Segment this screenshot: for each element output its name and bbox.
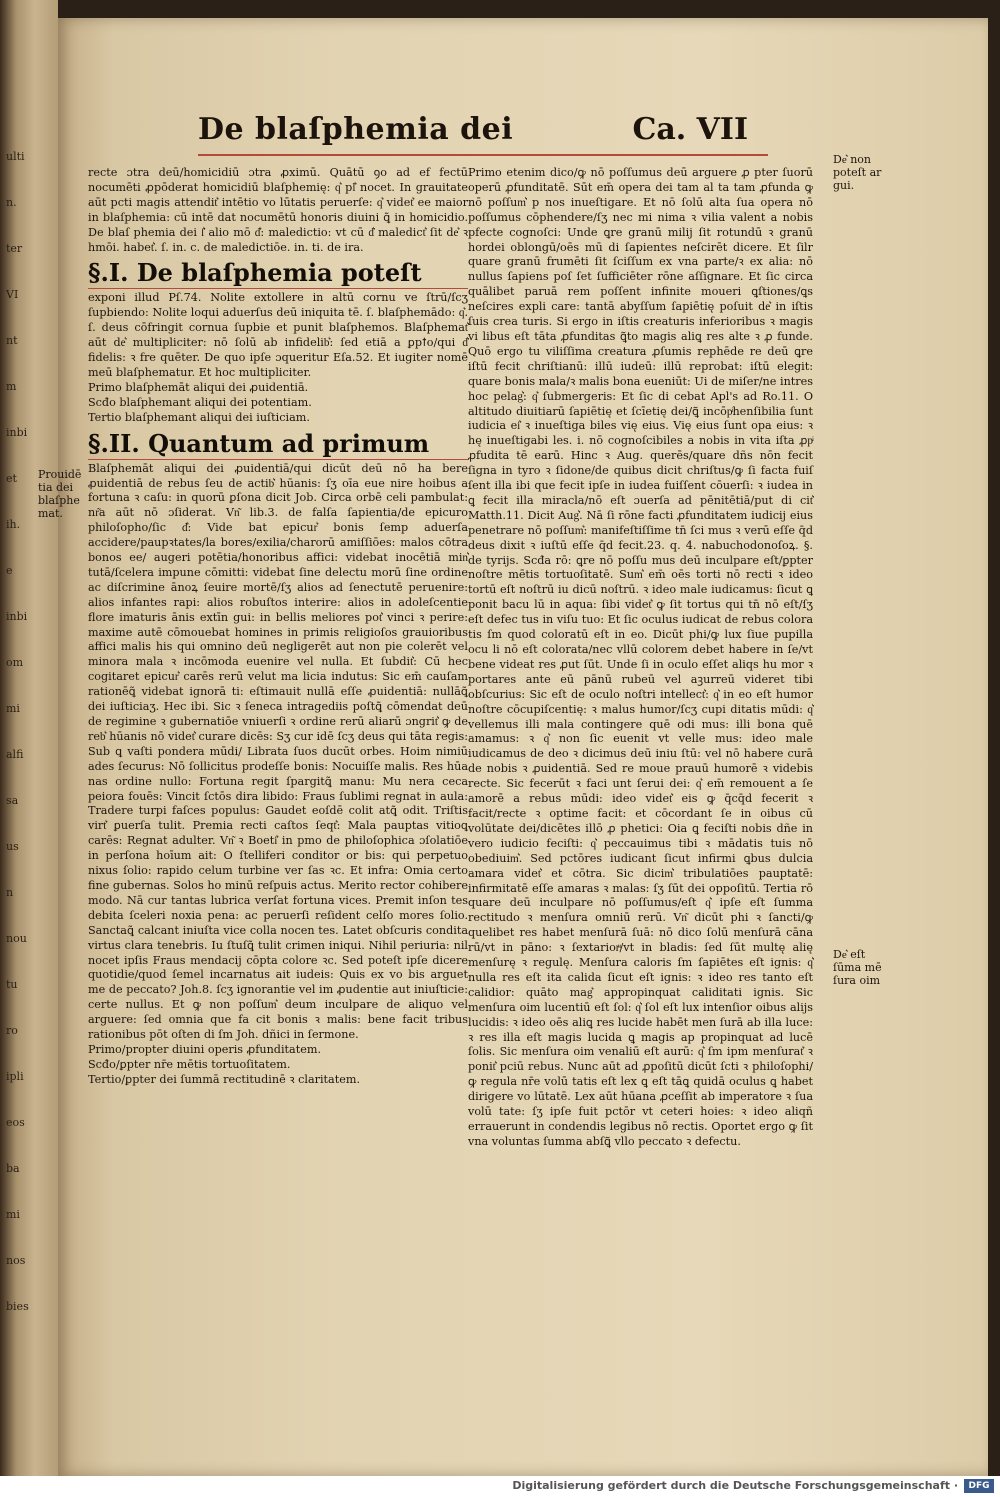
list-item: Tertio blaſphemant aliqui dei iuſticiam. — [88, 410, 310, 424]
edge-fragment: ro — [6, 1024, 18, 1037]
edge-fragment: sa — [6, 794, 19, 807]
edge-fragment: ulti — [6, 150, 25, 163]
running-title: De blaſphemia dei — [198, 112, 514, 147]
right-column-text: Primo etenim dico/ꝙ nō poſſumus deū arguere ꝓ pter ſuorū operū ꝓfunditatē. Sūt em̄ opera dei tam al ta tam ꝓfunda ꝙ nō poſſum͛ p nos inueſtigare. Et nō ſolū alta ſua opera nō poſſumus cōphendere/ſʒ nec mi nima ꝛ vilia valent a nobis pfecte cognoſci: Unde ꝗre granū milij ſit rotundū ꝛ granū hordei oblongū/oēs mū di ſapientes neſcirēt dicere. Et ſilr quare granū frumēti ſit ſciſſum ex vna parte/ꝛ ex alia: nō nullus ſapiens poſ ſet ſufficiēter rōne aſſignare. Et ſic circa quālibet paruā rem poſſent infinite moueri ꝗſtiones/ꝗs neſcires expli care: tantā abyſſum ſapiētię poſuit de͛ in iſtis ſuis crea turis. Si ergo in iſtis creaturis inferioribus ꝛ magis vi libus eſt tāta ꝓfunditas ꝗ͂to magis aliꝗ res alte ꝛ ꝓ funde. Quō ergo tu viliſſima creatura ꝓſumis rephēde re deū ꝗre iſtū fecit chriſtianū: illū iudeū: illū reprobat: iſtū elegit: quare bonis mala/ꝛ malis bona eueniūt: Ui de miſer/ne intres hoc pelag͛: q͛ ſubmergeris: Et ſic di cebat Apl's ad Ro.11. O altitudo diuitiarū ſapiētię et ſcīetię dei/ꝗ͂ incōpͥhenſibilia ſunt iudicia ei͛ ꝛ inueſtiga biles vię eius. Vię eius ſunt opa eius: ꝛ hę inueſtigabi les. i. nō cognoſcibiles a nobis in vita iſta ꝓpͥ ꝓfudita tē earū. Hinc ꝛ Aug. querēs/quare dñs nōn fecit ſigna in tyro ꝛ ſidone/de quibus dicit chriſtus/ꝙ ſi facta fuiſ ſent illa ibi que fecit ipſe in iudea fuiſſent cōuerſi: ꝛ iudea in ꝗ fecit illa miracla/nō eſt ɔuerſa ad pēnitētiā/put di cit͛ Matth.11. Dicit Aug͛. Nā ſi rōne facti ꝓfunditatem iudicij eius penetrare nō poſſum͛: manifeſtiſſime tn̄ ſci mus ꝛ verū eſſe q̄d deus dixit ꝛ iuſtū eſſe q̄d fecit.23. q. 4. nabuchodonoſoꝝ. §. de tyrijs. Scđa rō: ꝗre nō poſſu mus deū inculpare eſt/ꝑpter noſtre mētis tortuoſitatē. Sum͛ em̄ oēs torti nō recti ꝛ ideo tortū eſt noſtrū iu dicū noſtrū. ꝛ ideo male iudicamus: ſicut ꝗ ponit bacu lū in aqua: ſibi videt͛ ꝙ ſit tortus qui tn̄ nō eſt/ſʒ eſt defec tus in viſu tuo: Et ſic oculus iudicat de rebus colora tis ſm quod coloratū eſt in eo. Dicūt phi/ꝙ lux ſiue pupilla ocu li nō eſt colorata/nec vllū colorem debet habere in ſe/vt bene videat res ꝓut ſūt. Unde ſi in oculo eſſet aliqs hu mor ꝛ portares ante eū pānū rubeū vel aꝫurreū videret tibi obſcurius: Sic eſt de oculo noſtri intellect͛: q͛ in eo eſt humor noſtre cōcupiſcentię: ꝛ malus humor/ſcʒ cupi ditatis mūdi: q͛ vellemus illi mala contingere quē odi mus: illi bona quē amamus: ꝛ q͛ non ſic euenit vt velle mus: ideo male iudicamus de deo ꝛ dicimus deū iniu ſtū: vel nō habere curā de nobis ꝛ ꝓuidentiā. Sed re moue prauū humorē ꝛ videbis recte. Sic fecerūt ꝛ faci unt ſerui dei: q͛ em̄ remouent a ſe amorē a rebus mūdi: ideo videt͛ eis ꝙ q̄cq̄d fecerit ꝛ facit/recte ꝛ optime facit: et cōcordant ſe in oibus cū volūtate dei/dicētes illō ꝓ phetici: Oia ꝗ feciſti nobis dñe in vero iudicio feciſti: q͛ peccauimus tibi ꝛ mādatis tuis nō obediuim͛. Sed pctōres iudicant ſicut infirmi ꝗbus dulcia amara videt͛ et cōtra. Sic dicim͛ tribulatiōes pauptatē: infirmitatē eſſe amaras ꝛ malas: ſʒ ſūt dei oppoſitū. Tertia rō quare deū inculpare nō poſſumus/eſt q͛ ipſe eſt ſumma rectitudo ꝛ menſura omniū rerū. Vn͂ dicūt phi ꝛ ſancti/ꝙ quelibet res habet menſurā ſuā: nō dico ſolū menſurā cāna rū/vt in pāno: ꝛ ſextariorͧ/vt in bladis: ſed ſūt multę alię menſurę ꝛ regulę. Menſura caloris ſm ſapiētes eſt ignis: q͛ nulla res eſt ita calida ſicut eſt ignis: ꝛ ideo res tanto eſt calidior: quāto mag͛ appropinquat caliditati ignis. Sic menſura oim lucentiū eſt ſol: q͛ ſol eſt lux intenſior oibus alijs lucidis: ꝛ ideo oēs aliꝗ res lucide habēt men ſurā ab illa luce: ꝛ res illa eſt magis lucida ꝗ magis ap propinquat ad lucē ſolis. Sic menſura oim venaliū eſt aurū: q͛ ſm ipm menſurat͛ ꝛ ponit͛ pciū rebus. Nunc aūt ad ꝓpoſitū dicūt ſcti ꝛ philoſophi/ꝙ regula nr̄e volū tatis eſt lex ꝗ eſt tāꝗ quidā oculus ꝗ habet dirigere vo lūtatē. Lex aūt hūana ꝓceſſit ab imperatore ꝛ ſua volū tate: ſʒ ipſe fuit pctōr vt ceteri hoies: ꝛ ideo aliqñ errauerunt in condendis legibus nō rectis. Oportet ergo ꝙ ſit vna voluntas ſumma abſꝗ͂ vllo peccato ꝛ defectu. — [468, 166, 813, 1148]
page-header — [198, 112, 768, 156]
list-item: Scđo/ꝑpter nr̄e mētis tortuoſitatem. — [88, 1057, 291, 1071]
edge-fragment: ipli — [6, 1070, 24, 1083]
footer-credit: Digitalisierung gefördert durch die Deutsche Forschungsgemeinschaft · — [512, 1479, 958, 1492]
section-2-text: Blaſphemāt aliqui dei ꝓuidentiā/qui dicūt deū nō ha bere ꝓuidentiā de rebus ſeu de actib͛ hūanis: ſʒ oīa eue nire hoibus a fortuna ꝛ caſu: in quorū ꝑſona dicit Job. Circa orbē celi pambulat: nr͂a aūt nō ɔſiderat. Vn͂ lib.3. de falſa ſapientia/de epicuro philoſopho/ſic d͛: Vide bat epicur͛ bonis ſemp aduerſa accidere/paupꝛtates/la bores/exilia/charorū amiſſiōes: malos cōtra bonos ee/ augeri potētia/honoribus affici: videbat inocētiā min͛ tutā/ſcelera impune cōmitti: videbat ſine delectu morū ſine ordine ac diſcrimine ānoꝝ ſeuire mortē/ſʒ alios ad ſenectutē peruenire: alios infantes rapi: alios robuſtos interire: alios in adoleſcentie flore imaturis ānis extīn gui: in bellis meliores pot͛ vinci ꝛ perire: maxime autē cōmouebat homines in primis religioſos grauioribus affici malis his qui omnino deū negligerēt aut non pie colerēt vel minora mala ꝛ incōmoda euenire vel nulla. Et ſubdit͛: Cū hec cogitaret epicur͛ carēs rerū velut ma licia indutus: Sic em̄ cauſam rationēꝗ͂ videbat ignorā ti: eſtimauit nullā eſſe ꝓuidentiā: nullāꝗ͂ dei iuſticiaʒ. Hec ibi. Sic ꝛ ſeneca intragediis poſtꝗ͂ cōmendat deū de regimine ꝛ gubernatiōe vniuerſi ꝛ ordine rerū aliarū ɔngrit͛ ꝙ de reb͛ hūanis nō videt͛ curare dicēs: Sʒ cur idē ſcʒ deus qui tāta regis: Sub ꝗ vaſti pondera mūdi/ Librata ſuos ducūt orbes. Hoim nimiū ades ſecurus: Nō ſollicitus prodeſſe bonis: Nocuiſſe malis. Res hūa nas ordine nullo: Fortuna regit ſpargitꝗ͂ manu: Mu nera ceca peiora fouēs: Vincit ſctōs dira libido: Fraus ſublimi regnat in aula: Tradere turpi faſces populus: Gaudet eoſdē colit atꝗ͂ odit. Triſtis virt͛ ꝑuerſa tulit. Premia recti caſtos ſeqt͛: Mala pauptas vitioꝗ carēs: Regnat adulter. Vn͂ ꝛ Boeti͛ in pmo de philoſophica ɔſolatiōe in perſona hoīum ait: O ſtelliferi conditor or bis: qui perpetuo nixus ſolio: rapido celum turbine ver ſas ꝛc. Et infra: Omia certo fine gubernas. Solos ho minū reſpuis actus. Merito rector cohibere modo. Nā cur tantas lubrica verſat fortuna vices. Premit inſon tes debita ſceleri noxia pena: ac peruerſi reſident celſo mores ſolio. Sanctaꝗ͂ calcant iniuſta vice colla nocen tes. Latet obſcuris condita virtus clara tenebris. Iu ſtuſꝗ͂ tulit crimen iniqui. Nihil periuria: nil nocet ipſis Fraus mendacij cōpta colore ꝛc. Sed poteſt ipſe dicere quotidie/quod ſemel incarnatus ait iudeis: Quis ex vo bis arguet me de peccato? Joh.8. ſcʒ ignorantie vel im ꝓudentie aut iniuſticie: certe nullus. Et ꝙ non poſſum͛ deum inculpare de aliquo vel arguere: ſed omnia que fa cit bonis ꝛ malis: bene facit tribus rationibus pōt oſten di ſm Joh. dñici in ſermone. — [88, 461, 468, 1042]
edge-fragment: n. — [6, 196, 17, 209]
list-item: Tertio/ꝑpter dei ſummā rectitudinē ꝛ claritatem. — [88, 1072, 361, 1086]
right-column — [468, 166, 813, 1150]
section-1-text: exponi illud Pſ.74. Nolite extollere in altū cornu ve ſtrū/ſcʒ ſupbiendo: Nolite loqui aduerſus deū iniquita tē. ſ. blaſphemādo: q͛. ſ. deus cōfringit cornua ſupbie et punit blaſphemos. Blaſphemat͛ aūt de͛ multipliciter: nō ſolū ab infidelib͛: ſed etiā a ꝑpꝉo/qui d͛ fidelis: ꝛ fre quēter. De quo ipſe ɔqueritur Eſa.52. Et iugiter nomē meū blaſphematur. Et hoc multipliciter. — [88, 291, 468, 379]
edge-fragment: nt — [6, 334, 18, 347]
edge-fragment: ih. — [6, 518, 21, 531]
edge-fragment: ba — [6, 1162, 20, 1175]
edge-fragment: e — [6, 564, 13, 577]
edge-fragment: inbi — [6, 610, 28, 623]
list-item: Primo blaſphemāt aliqui dei ꝓuidentiā. — [88, 380, 309, 394]
right-marginal-note-1: De͛ non poteſt ar gui. — [833, 153, 882, 192]
list-item: Primo/propter diuini operis ꝓfunditatem. — [88, 1042, 321, 1056]
edge-fragment: alfi — [6, 748, 24, 761]
edge-fragment: VI — [6, 288, 19, 301]
edge-fragment: m — [6, 380, 17, 393]
edge-fragment: ter — [6, 242, 23, 255]
footer-bar — [0, 1476, 1000, 1497]
dfg-logo: DFG — [964, 1479, 994, 1493]
book-page — [38, 18, 988, 1476]
right-marginal-note-2: De͛ eſt ſūma mē ſura oim — [833, 948, 882, 987]
edge-fragment: us — [6, 840, 19, 853]
section-heading-1: §.I. De blaſphemia poteſt — [88, 258, 468, 289]
edge-fragment: et — [6, 472, 17, 485]
edge-fragment: eos — [6, 1116, 25, 1129]
edge-fragment: nou — [6, 932, 27, 945]
edge-fragment: tu — [6, 978, 18, 991]
edge-fragment: bies — [6, 1300, 29, 1313]
edge-fragment: mi — [6, 702, 20, 715]
list-item: Scđo blaſphemant aliqui dei potentiam. — [88, 395, 312, 409]
edge-fragment: mi — [6, 1208, 20, 1221]
edge-fragment: nos — [6, 1254, 26, 1267]
edge-fragment: inbi — [6, 426, 28, 439]
left-column — [88, 166, 468, 1088]
left-marginal-note: Prouidē tia dei blaſphe mat. — [38, 468, 82, 520]
intro-paragraph: recte ɔtra deū/homicidiū ɔtra ꝓximū. Quātū ꝯo ad ef fectū nocumēti ꝓpōderat homicidiū blaſphemię: q͛ pl͛ nocet. In grauitate aūt pcti magis attendit͛ intētio vo lūtatis peruerſe: q͛ videt͛ ee maior in blaſphemia: cū intē dat nocumētū honoris diuini ꝗ͂ in homicidio. De blaſ phemia dei ſ͛ alio mō d͛: maledictio: vt cū d͛ maledict͛ ſit de͛ ꝛ hmōi. habet͛. ſ. in. c. de maledictiōe. in. ti. de ira. — [88, 166, 468, 254]
chapter-number: Ca. VII — [632, 112, 748, 147]
section-heading-2: §.II. Quantum ad primum — [88, 429, 468, 460]
header-rule — [198, 154, 768, 156]
edge-fragment: om — [6, 656, 24, 669]
edge-fragment: n — [6, 886, 14, 899]
previous-page-edge — [0, 0, 58, 1497]
